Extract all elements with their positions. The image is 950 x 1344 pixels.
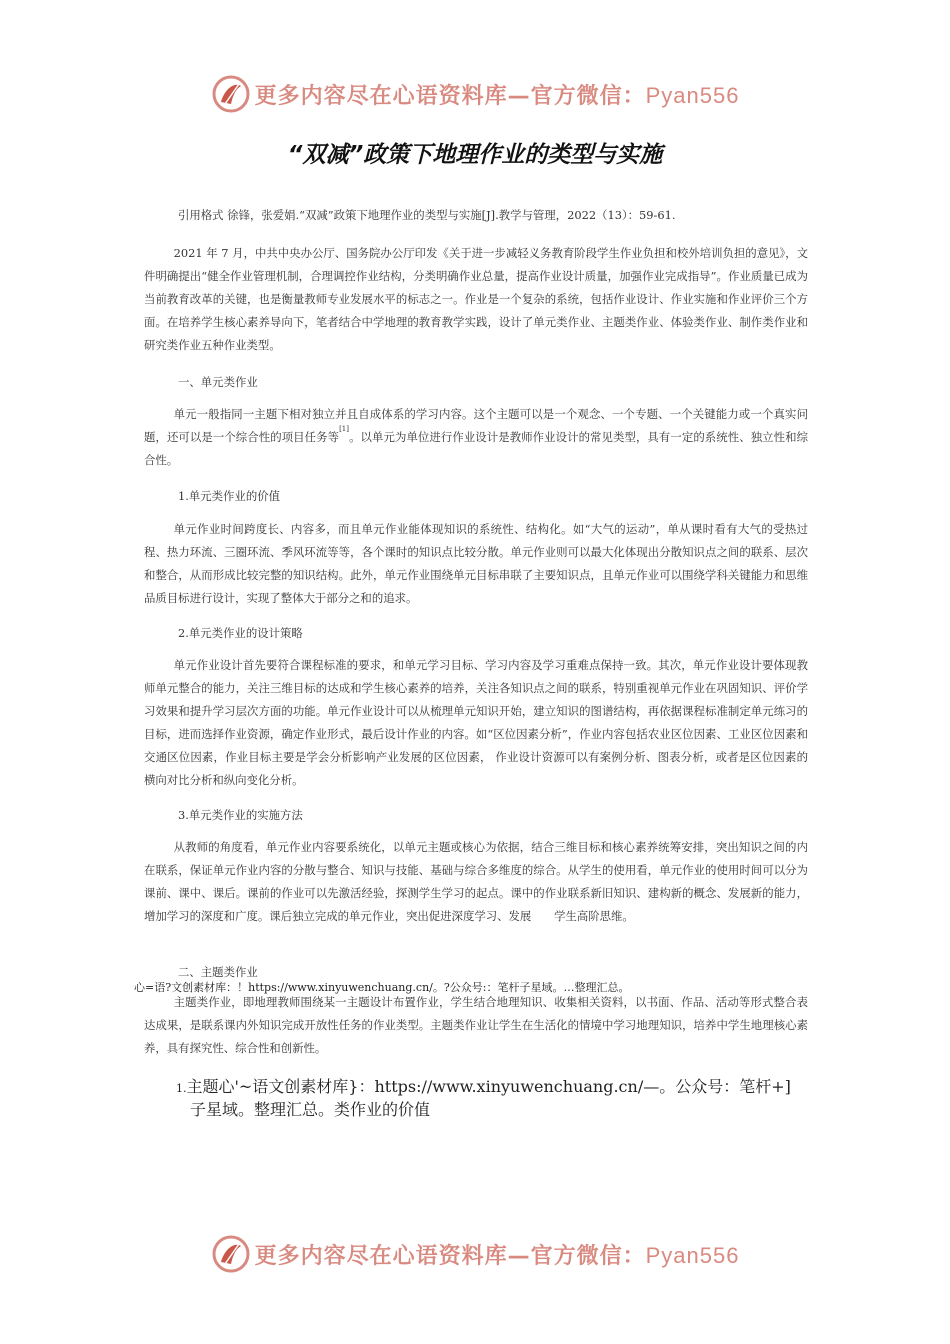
sub2-heading: 2.单元类作业的设计策略	[178, 626, 303, 640]
sub2-paragraph: 单元作业设计首先要符合课程标准的要求，和单元学习目标、学习内容及学习重难点保持一致。其次，单元作业设计要体现教师单元整合的能力，关注三维目标的达成和学生核心素养的培养，关注各知识点之间的联系，特别重视单元作业在巩固知识、评价学习效果和提升学习层次方面的功能。单元作业设计可以从梳理单元知识开始，建立知识的图谱结构，再依据课程标准制定单元练习的目标，进而选择作业资源，确定作业形式，最后设计作业的内容。如“区位因素分析”，作业内容包括农业区位因素、工业区位因素和交通区位因素，作业目标主要是学会分析影响产业发展的区位因素， 作业设计资源可以有案例分析、图表分析，或者是区位因素的横向对比分析和纵向变化分析。	[144, 658, 808, 787]
banner-text	[255, 79, 740, 110]
banner-wechat-id: Pyan556	[645, 82, 740, 108]
section2-heading: 二、主题类作业	[178, 965, 258, 979]
sub3-paragraph: 从教师的角度看，单元作业内容要系统化，以单元主题或核心为依据，结合三维目标和核心素养统筹安排，突出知识之间的内在联系，保证单元作业内容的分散与整合、知识与技能、基础与综合多维度的综合。从学生的使用看，单元作业的使用时间可以分为课前、课中、课后。课前的作业可以先激活经验，探测学生学习的起点。课中的作业联系新旧知识、建构新的概念、发展新的能力，增加学习的深度和广度。课后独立完成的单元作业，突出促进深度学习、发展 学生高阶思维。	[144, 840, 808, 923]
banner-label: 更多内容尽在心语资料库—官方微信：	[254, 1243, 646, 1269]
scroll-logo-icon	[211, 74, 251, 114]
banner-label: 更多内容尽在心语资料库—官方微信：	[254, 83, 646, 109]
banner-text	[255, 1239, 740, 1270]
section2-paragraph: 主题类作业，即地理教师围绕某一主题设计布置作业，学生结合地理知识、收集相关资料，以书面、作品、活动等形式整合表达成果，是联系课内外知识完成开放性任务的作业类型。主题类作业让学生在生活化的情境中学习地理知识，培养中学生地理核心素养，具有探究性、综合性和创新性。	[144, 995, 808, 1055]
sub1-heading-line1: 主题心'~语文创素材库}：https://www.xinyuwenchuang.cn/—。公众号：笔杆+]	[186, 1077, 791, 1096]
section1-text-a: 单元一般指同一主题下相对独立并且自成体系的学习内容。这个主题可以是一个观念、一个专题、一个关键能力或一个真实问题，还可以是一个综合性的项目任务等	[144, 407, 808, 444]
sub1-heading-line2: 子星域。整理汇总。类作业的价值	[190, 1100, 431, 1119]
section1-heading: 一、单元类作业	[178, 375, 258, 389]
top-banner	[0, 72, 950, 116]
watermark-overlay-line: 心=语?文创素材库：！https://www.xinyuwenchuang.cn/。?公众号:：笔杆子星域。…整理汇总。	[134, 981, 630, 994]
document-title: “双减”政策下地理作业的类型与实施	[287, 142, 663, 168]
banner-wechat-id: Pyan556	[645, 1242, 740, 1268]
sub1-heading: 1.单元类作业的价值	[178, 489, 280, 503]
reference-marker: [1]	[339, 425, 349, 433]
section2-sub1-heading	[176, 1076, 816, 1120]
section1-text-b: 。以单元为单位进行作业设计是教师作业设计的常见类型，具有一定的系统性、独立性和综合性。	[144, 430, 808, 467]
sub3-heading: 3.单元类作业的实施方法	[178, 808, 303, 822]
sub1-number: 1.	[176, 1082, 187, 1095]
bottom-banner	[0, 1232, 950, 1276]
scroll-logo-icon	[211, 1234, 251, 1274]
intro-paragraph: 2021 年 7 月，中共中央办公厅、国务院办公厅印发《关于进一步减轻义务教育阶段学生作业负担和校外培训负担的意见》，文件明确提出“健全作业管理机制，合理调控作业结构，分类明确作业总量，提高作业设计质量，加强作业完成指导”。作业质量已成为当前教育改革的关键，也是衡量教师专业发展水平的标志之一。作业是一个复杂的系统，包括作业设计、作业实施和作业评价三个方面。在培养学生核心素养导向下，笔者结合中学地理的教育教学实践，设计了单元类作业、主题类作业、体验类作业、制作类作业和研究类作业五种作业类型。	[144, 246, 808, 352]
section1-paragraph	[144, 403, 808, 472]
sub1-paragraph: 单元作业时间跨度长、内容多，而且单元作业能体现知识的系统性、结构化。如“大气的运动”，单从课时看有大气的受热过程、热力环流、三圈环流、季风环流等等，各个课时的知识点比较分散。单元作业则可以最大化体现出分散知识点之间的联系、层次和整合，从而形成比较完整的知识结构。此外，单元作业围绕单元目标串联了主要知识点，且单元作业可以围绕学科关键能力和思维品质目标进行设计，实现了整体大于部分之和的追求。	[144, 522, 808, 605]
citation: 引用格式 徐锋，张爱娟.“双减”政策下地理作业的类型与实施[J].教学与管理，2022（13）：59-61.	[178, 208, 676, 222]
